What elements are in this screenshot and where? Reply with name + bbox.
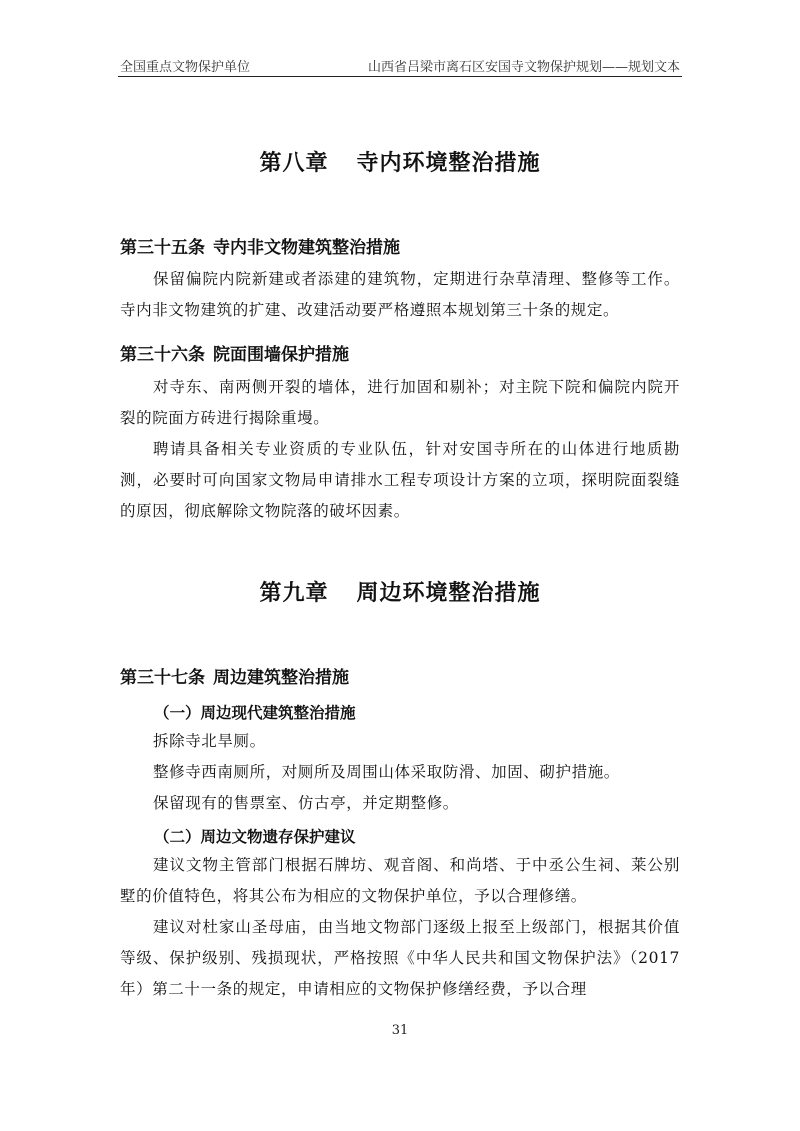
article-37-heading (120, 663, 349, 688)
article-36-paragraph-2: 聘请具备相关专业资质的专业队伍，针对安国寺所在的山体进行地质勘测，必要时可向国家文物局申请排水工程专项设计方案的立项，探明院面裂缝的原因，彻底解除文物院落的破坏因素。 (120, 440, 680, 520)
chapter-8-title: 寺内环境整治措施 (356, 151, 541, 176)
article-35-heading (120, 233, 400, 258)
article-35-paragraph-1: 保留偏院内院新建或者添建的建筑物，定期进行杂草清理、整修等工作。寺内非文物建筑的扩建、改建活动要严格遵照本规划第三十条的规定。 (120, 270, 680, 319)
header-left-text: 全国重点文物保护单位 (120, 60, 251, 75)
subsection-1-heading: （一）周边现代建筑整治措施 (154, 704, 356, 722)
article-36-heading (120, 340, 349, 365)
page-header (118, 56, 682, 77)
chapter-8-heading (0, 146, 800, 177)
article-37-title: 周边建筑整治措施 (213, 668, 349, 688)
subsection-2-heading: （二）周边文物遗存保护建议 (154, 828, 356, 846)
article-37-line-1: 拆除寺北旱厕。 (153, 732, 266, 750)
article-37-number: 第三十七条 (120, 668, 205, 688)
article-35-number: 第三十五条 (120, 238, 205, 258)
chapter-9-heading (0, 576, 800, 607)
article-37-paragraph-4: 建议文物主管部门根据石牌坊、观音阁、和尚塔、于中丞公生祠、莱公别墅的价值特色，将其公布为相应的文物保护单位，予以合理修缮。 (120, 856, 680, 905)
chapter-8-number: 第八章 (259, 151, 329, 176)
page-number: 31 (391, 1023, 409, 1038)
article-36-title: 院面围墙保护措施 (213, 345, 349, 365)
article-37-line-2: 整修寺西南厕所，对厕所及周围山体采取防滑、加固、砌护措施。 (153, 763, 620, 781)
article-37-line-3: 保留现有的售票室、仿古亭，并定期整修。 (153, 794, 459, 812)
chapter-9-number: 第九章 (259, 581, 329, 606)
article-35-title: 寺内非文物建筑整治措施 (213, 238, 400, 258)
article-36-number: 第三十六条 (120, 345, 205, 365)
article-37-paragraph-5: 建议对杜家山圣母庙，由当地文物部门逐级上报至上级部门，根据其价值等级、保护级别、残损现状，严格按照《中华人民共和国文物保护法》（2017年）第二十一条的规定，申请相应的文物保护修缮经费，予以合理 (120, 918, 680, 998)
chapter-9-title: 周边环境整治措施 (356, 581, 541, 606)
header-right-text: 山西省吕梁市离石区安国寺文物保护规划——规划文本 (367, 60, 680, 75)
article-36-paragraph-1: 对寺东、南两侧开裂的墙体，进行加固和剔补；对主院下院和偏院内院开裂的院面方砖进行揭除重墁。 (120, 378, 680, 427)
